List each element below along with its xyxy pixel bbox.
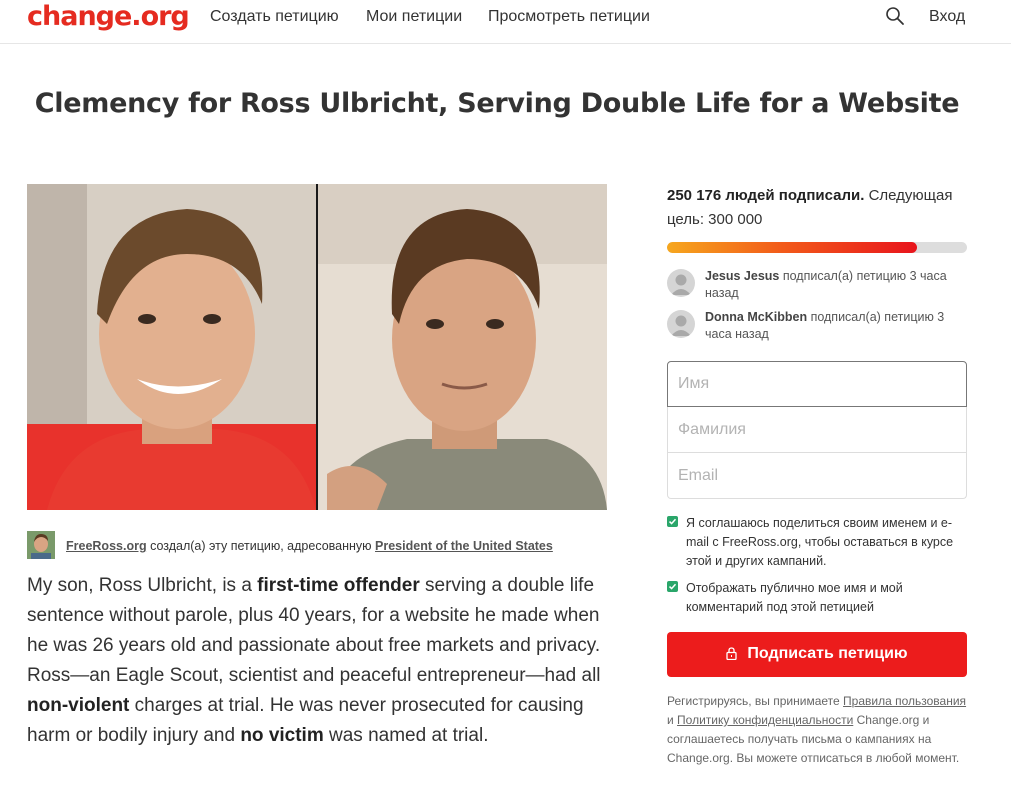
signature-count-bold: 250 176 людей подписали. — [667, 187, 865, 204]
user-avatar-icon — [667, 310, 695, 338]
petition-body — [27, 571, 602, 751]
consent-public-label: Отображать публично мое имя и мой комментарий под этой петицией — [686, 581, 903, 614]
legal-text-2: и — [667, 713, 678, 727]
sign-form — [667, 361, 967, 499]
consent-share-checkbox[interactable] — [667, 516, 678, 527]
signer-text — [705, 268, 967, 302]
body-text-4: was named at trial. — [323, 725, 489, 746]
signer-action: подписал(а) петицию 3 часа назад — [705, 310, 945, 341]
lock-icon — [726, 647, 737, 665]
petition-title: Clemency for Ross Ulbricht, Serving Double Life for a Website — [34, 88, 960, 119]
creator-link[interactable]: FreeRoss.org — [66, 539, 147, 553]
recent-signer — [667, 268, 967, 302]
body-bold-1: first-time offender — [257, 575, 420, 596]
body-bold-3: no victim — [240, 725, 324, 746]
consent-public-checkbox[interactable] — [667, 581, 678, 592]
signature-count — [667, 184, 967, 232]
signer-text — [705, 309, 967, 343]
terms-link[interactable]: Правила пользования — [843, 694, 967, 708]
signer-action: подписал(а) петицию 3 часа назад — [705, 269, 947, 300]
email-field[interactable] — [667, 453, 967, 499]
nav-browse-petitions[interactable]: Просмотреть петиции — [488, 8, 650, 25]
body-bold-2: non-violent — [27, 695, 130, 716]
body-text-2: serving a double life sentence without parole, plus 40 years, for a website he made when he was 26 years old and passionate about free markets and privacy. Ross—an Eagle Scout, scientist and peaceful entrepreneur—had all — [27, 575, 601, 686]
signature-goal: Следующая цель: 300 000 — [667, 187, 953, 228]
body-text-1: My son, Ross Ulbricht, is a — [27, 575, 258, 596]
legal-text-1: Регистрируясь, вы принимаете — [667, 694, 844, 708]
legal-text-3: Change.org и соглашаетесь получать письма о кампаниях на Change.org. Вы можете отписаться в любой момент. — [667, 713, 960, 765]
privacy-link[interactable]: Политику конфиденциальности — [677, 713, 854, 727]
creator-text — [66, 539, 553, 553]
progress-bar-fill — [667, 242, 917, 253]
search-icon[interactable] — [885, 6, 905, 26]
nav-create-petition[interactable]: Создать петицию — [210, 8, 339, 25]
progress-bar — [667, 242, 967, 253]
sign-sidebar — [667, 184, 967, 765]
creator-avatar[interactable] — [27, 531, 55, 559]
signer-name: Donna McKibben — [705, 310, 808, 324]
creator-created-text: создал(а) эту петицию, адресованную — [146, 539, 376, 553]
nav-my-petitions[interactable]: Мои петиции — [366, 8, 463, 25]
legal-text — [667, 692, 967, 768]
check-icon — [668, 582, 677, 591]
sign-button-label: Подписать петицию — [747, 644, 908, 662]
site-header — [0, 0, 1011, 44]
petition-photo — [27, 184, 607, 510]
login-link[interactable]: Вход — [929, 8, 966, 25]
user-avatar-icon — [667, 269, 695, 297]
check-icon — [668, 517, 677, 526]
consent-share-label: Я соглашаюсь поделиться своим именем и e-mail с FreeRoss.org, чтобы оставаться в курсе этой и других кампаний. — [686, 516, 954, 568]
recent-signer — [667, 309, 967, 343]
first-name-field[interactable] — [667, 361, 967, 407]
target-link[interactable]: President of the United States — [375, 539, 553, 553]
sign-petition-button[interactable] — [667, 632, 967, 677]
logo[interactable]: change.org — [27, 1, 189, 32]
last-name-field[interactable] — [667, 407, 967, 453]
body-text-3: charges at trial. He was never prosecuted for causing harm or bodily injury and — [27, 695, 584, 746]
creator-line — [27, 531, 607, 559]
signer-name: Jesus Jesus — [705, 269, 780, 283]
